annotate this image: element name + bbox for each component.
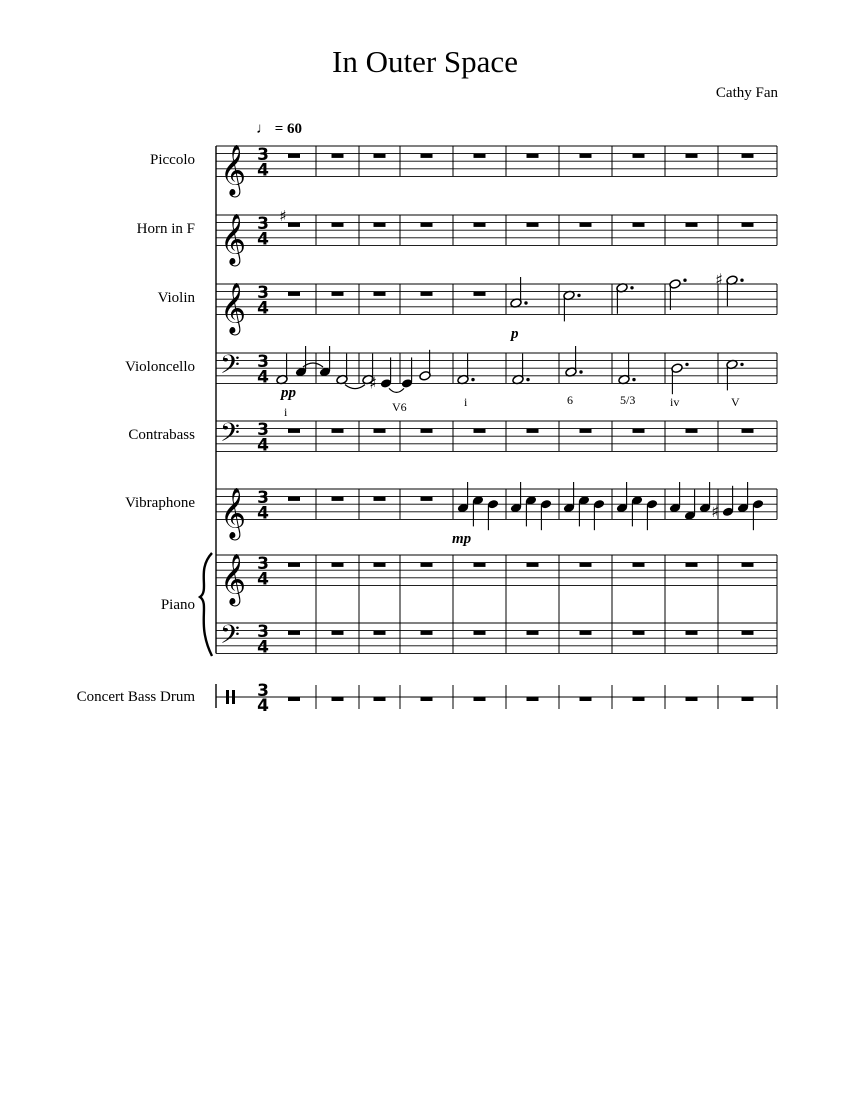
whole-rest bbox=[633, 631, 645, 635]
time-signature-bottom: 4 bbox=[257, 637, 269, 658]
percussion-clef-icon bbox=[232, 690, 235, 704]
whole-rest bbox=[580, 563, 592, 567]
whole-rest bbox=[374, 223, 386, 227]
whole-rest bbox=[633, 154, 645, 158]
time-signature-bottom: 4 bbox=[257, 229, 269, 250]
analysis-label: iv bbox=[670, 395, 680, 409]
whole-rest bbox=[580, 429, 592, 433]
time-signature-top: 3 bbox=[257, 681, 269, 701]
whole-rest bbox=[686, 563, 698, 567]
whole-rest bbox=[580, 154, 592, 158]
whole-rest bbox=[374, 631, 386, 635]
analysis-label: i bbox=[284, 405, 288, 419]
bass-clef-icon: 𝄢 bbox=[220, 417, 240, 454]
whole-rest bbox=[686, 223, 698, 227]
composer-name: Cathy Fan bbox=[715, 85, 778, 101]
whole-rest bbox=[742, 154, 754, 158]
dynamic-cello: pp bbox=[281, 385, 296, 401]
whole-rest bbox=[332, 497, 344, 501]
dynamic-vibraphone: mp bbox=[452, 531, 472, 547]
whole-rest bbox=[332, 223, 344, 227]
whole-rest bbox=[474, 429, 486, 433]
whole-rest bbox=[332, 292, 344, 296]
time-signature-bottom: 4 bbox=[257, 367, 269, 388]
whole-rest bbox=[474, 154, 486, 158]
whole-rest bbox=[633, 429, 645, 433]
whole-rest bbox=[633, 223, 645, 227]
analysis-label: V6 bbox=[392, 400, 407, 414]
dynamic-violin: p bbox=[511, 326, 519, 342]
whole-rest bbox=[421, 154, 433, 158]
time-signature-top: 3 bbox=[257, 352, 269, 373]
time-signature-top: 3 bbox=[257, 488, 269, 509]
analysis-label: V bbox=[731, 395, 740, 409]
time-signature-top: 3 bbox=[257, 283, 269, 304]
bass-clef-icon: 𝄢 bbox=[220, 619, 240, 656]
whole-rest bbox=[633, 697, 645, 701]
time-signature-top: 3 bbox=[257, 622, 269, 643]
whole-rest bbox=[332, 697, 344, 701]
whole-rest bbox=[332, 631, 344, 635]
time-signature-bottom: 4 bbox=[257, 160, 269, 181]
whole-rest bbox=[527, 223, 539, 227]
time-signature-bottom: 4 bbox=[257, 503, 269, 524]
whole-rest bbox=[686, 631, 698, 635]
whole-rest bbox=[742, 429, 754, 433]
whole-rest bbox=[633, 563, 645, 567]
whole-rest bbox=[374, 563, 386, 567]
whole-rest bbox=[374, 292, 386, 296]
treble-clef-icon: 𝄞 bbox=[220, 553, 247, 605]
whole-rest bbox=[332, 563, 344, 567]
piano-brace bbox=[200, 553, 212, 656]
augmentation-dot bbox=[632, 378, 635, 381]
instrument-label-horn: Horn in F bbox=[136, 221, 195, 237]
whole-rest bbox=[474, 697, 486, 701]
whole-rest bbox=[527, 563, 539, 567]
whole-rest bbox=[474, 292, 486, 296]
whole-rest bbox=[288, 697, 300, 701]
whole-rest bbox=[580, 223, 592, 227]
augmentation-dot bbox=[524, 301, 527, 304]
whole-rest bbox=[421, 497, 433, 501]
whole-rest bbox=[374, 429, 386, 433]
time-signature-bottom: 4 bbox=[257, 696, 269, 716]
treble-clef-icon: 𝄞 bbox=[220, 487, 247, 539]
key-signature-sharp: ♯ bbox=[279, 207, 287, 225]
percussion-clef-icon bbox=[226, 690, 229, 704]
treble-clef-icon: 𝄞 bbox=[220, 144, 247, 196]
whole-rest bbox=[288, 563, 300, 567]
whole-rest bbox=[374, 697, 386, 701]
augmentation-dot bbox=[526, 378, 529, 381]
whole-rest bbox=[288, 292, 300, 296]
time-signature-top: 3 bbox=[257, 420, 269, 441]
whole-rest bbox=[374, 497, 386, 501]
instrument-label-contrabass: Contrabass bbox=[128, 427, 195, 443]
time-signature-top: 3 bbox=[257, 145, 269, 166]
time-signature-top: 3 bbox=[257, 214, 269, 235]
tempo-marking: ♩ = 60 bbox=[256, 121, 303, 137]
treble-clef-icon: 𝄞 bbox=[220, 282, 247, 334]
instrument-label-piccolo: Piccolo bbox=[150, 152, 195, 168]
whole-rest bbox=[580, 697, 592, 701]
instrument-label-violin: Violin bbox=[157, 290, 195, 306]
whole-rest bbox=[686, 429, 698, 433]
bass-clef-icon: 𝄢 bbox=[220, 349, 240, 386]
instrument-label-bass-drum: Concert Bass Drum bbox=[76, 689, 195, 705]
whole-rest bbox=[288, 223, 300, 227]
augmentation-dot bbox=[683, 279, 686, 282]
augmentation-dot bbox=[740, 363, 743, 366]
whole-rest bbox=[742, 223, 754, 227]
tie bbox=[345, 385, 365, 389]
tie bbox=[389, 388, 404, 392]
whole-rest bbox=[580, 631, 592, 635]
whole-rest bbox=[288, 631, 300, 635]
whole-rest bbox=[421, 563, 433, 567]
whole-rest bbox=[742, 563, 754, 567]
augmentation-dot bbox=[579, 370, 582, 373]
sharp-accidental: ♯ bbox=[369, 373, 377, 393]
whole-rest bbox=[474, 223, 486, 227]
augmentation-dot bbox=[685, 363, 688, 366]
whole-rest bbox=[686, 154, 698, 158]
whole-rest bbox=[474, 631, 486, 635]
whole-rest bbox=[332, 154, 344, 158]
whole-rest bbox=[421, 631, 433, 635]
instrument-label-vibraphone: Vibraphone bbox=[125, 495, 195, 511]
whole-rest bbox=[332, 429, 344, 433]
whole-rest bbox=[374, 154, 386, 158]
analysis-label: 5/3 bbox=[620, 393, 636, 407]
whole-rest bbox=[421, 429, 433, 433]
whole-rest bbox=[527, 429, 539, 433]
analysis-label: i bbox=[464, 395, 468, 409]
augmentation-dot bbox=[630, 286, 633, 289]
score-title: In Outer Space bbox=[332, 44, 518, 79]
whole-rest bbox=[527, 631, 539, 635]
whole-rest bbox=[686, 697, 698, 701]
whole-rest bbox=[742, 697, 754, 701]
whole-rest bbox=[288, 154, 300, 158]
time-signature-bottom: 4 bbox=[257, 569, 269, 590]
augmentation-dot bbox=[471, 378, 474, 381]
sharp-accidental: ♯ bbox=[711, 501, 719, 521]
whole-rest bbox=[527, 697, 539, 701]
whole-rest bbox=[421, 292, 433, 296]
sharp-accidental: ♯ bbox=[715, 270, 723, 290]
augmentation-dot bbox=[577, 294, 580, 297]
augmentation-dot bbox=[740, 279, 743, 282]
whole-rest bbox=[421, 697, 433, 701]
whole-rest bbox=[288, 429, 300, 433]
instrument-label-violoncello: Violoncello bbox=[125, 359, 195, 375]
instrument-label-piano: Piano bbox=[160, 597, 195, 613]
whole-rest bbox=[527, 154, 539, 158]
time-signature-top: 3 bbox=[257, 554, 269, 575]
whole-rest bbox=[742, 631, 754, 635]
whole-rest bbox=[288, 497, 300, 501]
analysis-label: 6 bbox=[567, 393, 573, 407]
time-signature-bottom: 4 bbox=[257, 435, 269, 456]
time-signature-bottom: 4 bbox=[257, 298, 269, 319]
whole-rest bbox=[474, 563, 486, 567]
treble-clef-icon: 𝄞 bbox=[220, 213, 247, 265]
whole-rest bbox=[421, 223, 433, 227]
